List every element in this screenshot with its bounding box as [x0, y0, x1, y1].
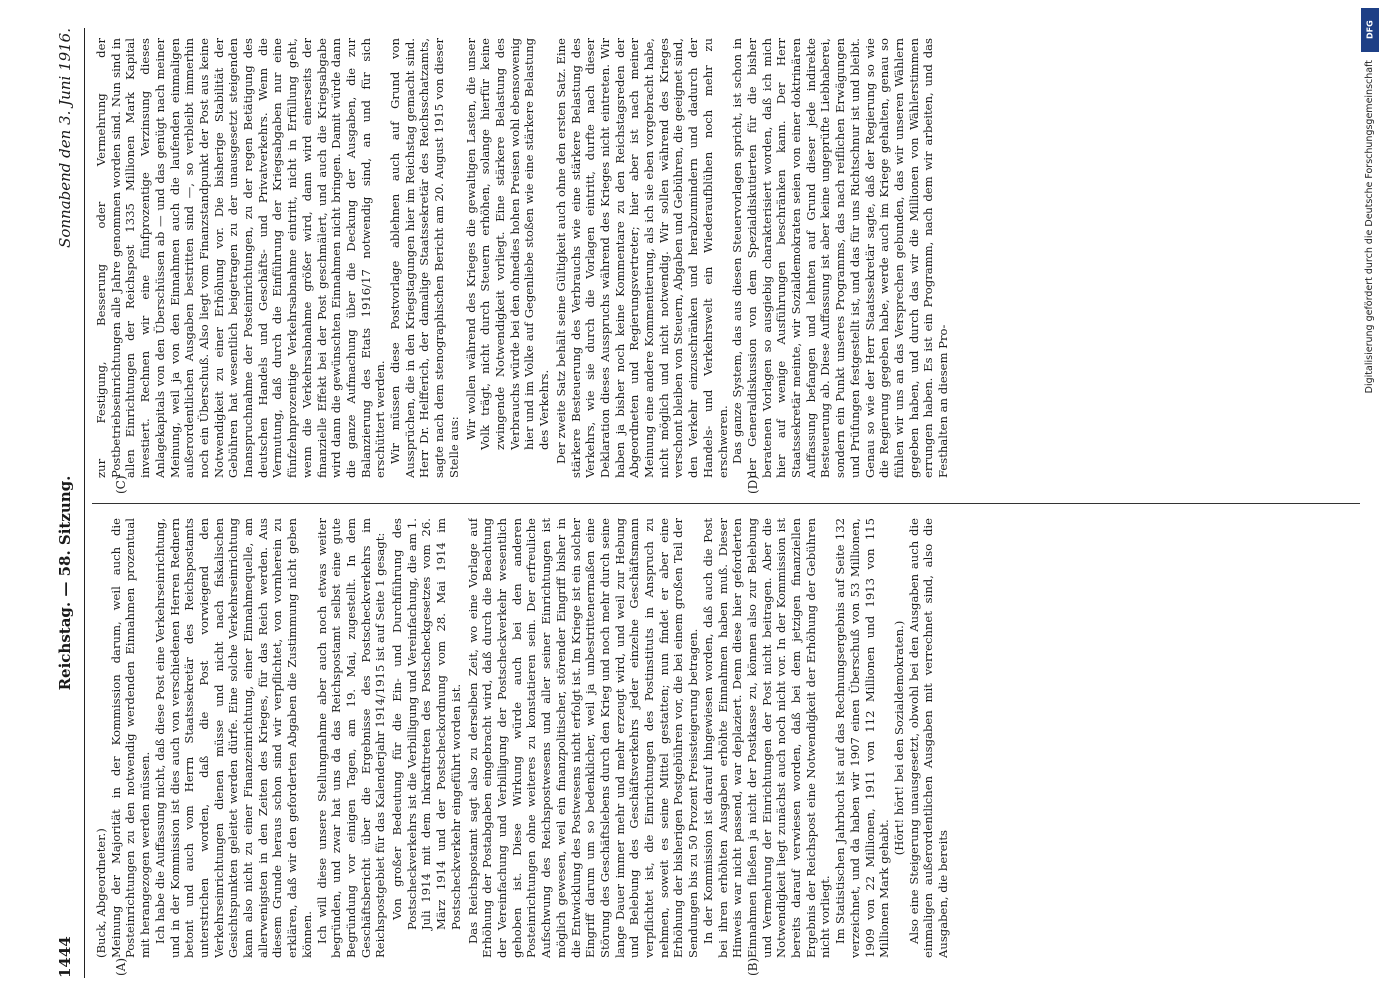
paragraph: Wir müssen diese Postvorlage ablehnen auch auf Grund von Aussprüchen, die in den Kriegstagungen hier im Reichstag gemacht sind. Herr Dr. Helfferich, der damalige Staatssekretär des Reichsschatzamts, sagte nach dem stenographischen Bericht am 20. August 1915 von dieser Stelle aus: — [388, 38, 461, 478]
running-head — [56, 28, 82, 978]
paragraph: (Buck, Abgeordneter.) — [94, 828, 108, 958]
page-title: Reichstag. — 58. Sitzung. — [56, 475, 74, 691]
paragraph: Ich will diese unsere Stellungnahme aber auch noch etwas weiter begründen, und zwar hat uns da das Reichspostamt selbst eine gute Begründung vor einigen Tagen, am 19. Mai, zugestellt. In dem Geschäftsbericht über die Ergebnisse des Postscheckverkehrs im Reichspostgebiet für das Kalenderjahr 1914/1915 ist auf Seite 1 gesagt: — [314, 518, 388, 958]
paragraph: Meinung der Majorität in der Kommission darum, weil auch die Posteinrichtungen zu den notwendig werdenden Einnahmen prozentual mit herangezogen werden müssen. — [108, 518, 153, 958]
paragraph: Wir wollen während des Krieges die gewaltigen Lasten, die unser Volk trägt, nicht durch Steuern erhöhen, solange hierfür keine zwingende Notwendigkeit vorliegt. Eine stärkere Belastung des Verbrauchs würde bei den ohnedies hohen Preisen wohl ebensowenig hier und im Volke auf Gegenliebe stoßen wie eine stärkere Belastung des Verkehrs. — [463, 38, 552, 450]
paragraph: Das ganze System, das aus diesen Steuervorlagen spricht, ist schon in der Generaldiskussion von dem Spezialdiskutierten für die bisher beratenen Vorlagen so ausgiebig charakterisiert worden, daß ich mich hier auf wenige Ausführungen beschränken kann. Der Herr Staatssekretär meinte, wir Sozialdemokraten seien von einer doktrinären Auffassung befangen und lehnten auf Grund dieser jede indirekte Besteuerung ab. Diese Auffassung ist aber keine ungeprüfte Liebhaberei, sondern ein Punkt unseres Programms, das nach reiflichen Erwägungen und Prüfungen festgestellt ist, und das für uns Richtschnur ist und bleibt. Genau so wie der Herr Staatssekretär sagte, daß der Regierung so wie die Regierung gegeben habe, werde auch im Kriege gehalten, genau so fühlen wir uns an das Versprechen gebunden, das wir unseren Wählern gegeben haben, und durch das wir die Millionen von Wählerstimmen errungen haben. Es ist ein Programm, nach dem wir arbeiten, und das Festhalten an diesem Pro- — [730, 38, 951, 478]
paragraph: Im Statistischen Jahrbuch ist auf das Rechnungsergebnis auf Seite 132 verzeichnet, und da haben wir 1907 einen Überschuß von 53 Millionen, 1909 von 22 Millionen, 1911 von 112 Millionen und 1913 von 115 Millionen Mark gehabt. — [833, 518, 892, 958]
paragraph: Ich habe die Auffassung nicht, daß diese Post eine Verkehrseinrichtung, und in der Kommission ist dies auch von verschiedenen Herren Rednern betont und auch vom Herrn Staatssekretär des Reichspostamts unterstrichen worden, daß die Post vorwiegend den Verkehrseinrichtungen dienen müsse und nicht nach fiskalischen Gesichtspunkten geleitet werden dürfe. Eine solche Verkehrseinrichtung kann also nicht zu einer Finanzeinrichtung, einer Einnahmequelle, am allerwenigsten in den Zeiten des Krieges, für das Reich werden. Aus diesem Grunde heraus schon sind wir verpflichtet, von vornherein zu erklären, daß wir den geforderten Abgaben die Zustimmung nicht geben können. — [152, 518, 314, 958]
session-date: Sonnabend den 3. Juni 1916. — [56, 28, 74, 248]
left-column — [94, 518, 1359, 958]
header-rule — [84, 28, 85, 978]
rotated-page — [56, 28, 1366, 978]
dfg-logo: DFG — [1361, 8, 1379, 52]
paragraph: In der Kommission ist darauf hingewiesen worden, daß auch die Post bei ihren erhöhten Ausgaben erhöhte Einnahmen haben muß. Dieser Hinweis war nicht passend, war deplaziert. Denn diese hier geforderten Einnahmen fließen ja nicht der Postkasse zu, können also zur Belebung und Vermehrung der Einrichtungen der Post nicht beitragen. Aber die Notwendigkeit liegt zunächst auch noch nicht vor. In der Kommission ist bereits darauf verwiesen worden, daß bei dem jetzigen finanziellen Ergebnis der Reichspost eine Notwendigkeit der Erhöhung der Gebühren nicht vorliegt. — [700, 518, 833, 958]
digitization-credit: Digitalisierung gefördert durch die Deutsche Forschungsgemeinschaft — [1364, 60, 1375, 394]
margin-letter-b: (B) — [746, 957, 760, 976]
page-number: 1444 — [56, 936, 74, 978]
paragraph: Also eine Steigerung unausgesetzt, obwohl bei den Ausgaben auch die einmaligen außerordentlichen Ausgaben mit verrechnet sind, also die Ausgaben, die bereits — [906, 518, 951, 958]
margin-letter-c: (C) — [114, 475, 128, 494]
paragraph: Von großer Bedeutung für die Ein- und Durchführung des Postscheckverkehrs ist die Verbilligung und Vereinfachung, die am 1. Juli 1914 mit dem Inkrafttreten des Postscheckgesetzes vom 26. März 1914 und der Postscheckordnung vom 28. Mai 1914 im Postscheckverkehr eingeführt worden ist. — [390, 518, 463, 930]
paragraph: Das Reichspostamt sagt also zu derselben Zeit, wo eine Vorlage auf Erhöhung der Postabgaben eingebracht wird, daß durch die Beachtung der Vereinfachung und Verbilligung der Postscheckverkehr wesentlich gehoben ist. Diese Wirkung würde auch bei den anderen Posteinrichtungen ohne weiteres zu konstatieren sein. Der erfreuliche Aufschwung des Reichspostwesens und aller seiner Einrichtungen ist möglich gewesen, weil ein finanzpolitischer, störender Eingriff bisher in die Entwicklung des Postwesens nicht erfolgt ist. Im Kriege ist ein solcher Eingriff darum um so bedenklicher, weil ja unbestrittenermaßen eine Störung des Geschäftslebens durch den Krieg und noch mehr durch seine lange Dauer immer mehr und mehr erzeugt wird, und weil zur Hebung und Belebung des Geschäftsverkehrs jeder einzelne Geschäftsmann verpflichtet ist, die Einrichtungen des Postinstituts in Anspruch zu nehmen, soweit es seine Mittel gestatten; nun findet er aber eine Erhöhung der bisherigen Postgebühren vor, die bei einem großen Teil der Sendungen bis zu 50 Prozent Preissteigerung betragen. — [465, 518, 701, 958]
paragraph: (Hört! hört! bei den Sozialdemokraten.) — [891, 620, 906, 856]
margin-letter-a: (A) — [114, 957, 128, 976]
paragraph: zur Festigung, Besserung oder Vermehrung der Postbetriebseinrichtungen alle Jahre genommen worden sind. Nun sind in allen Einrichtungen der Reichspost 1335 Millionen Mark Kapital investiert. Rechnen wir eine fünfprozentige Verzinsung dieses Anlagekapitals von den Überschüssen ab — und das genügt nach meiner Meinung, weil ja von den Einnahmen auch die laufenden einmaligen außerordentlichen Ausgaben bestritten sind —, so verbleibt immerhin noch ein Überschuß. Also liegt vom Finanzstandpunkt der Post aus keine Notwendigkeit zu einer Erhöhung vor. Die bisherige Stabilität der Gebühren hat wesentlich beigetragen zu der unausgesetzt steigenden Inanspruchnahme der Posteinrichtungen, zu der regen Betätigung des deutschen Handels und Geschäfts- und Privatverkehrs. Wenn die Vermutung, daß durch die Einführung der Kriegsabgaben nur eine fünfzehnprozentige Verkehrsabnahme eintritt, nicht in Erfüllung geht, wenn die Verkehrsabnahme größer wird, dann wird einerseits der finanzielle Effekt bei der Post geschmälert, und auch die Kriegsabgabe wird dann die gewünschten Einnahmen nicht bringen. Damit würde dann die ganze Aufmachung über die Deckung der Ausgaben, die zur Balanzierung des Etats 1916/17 notwendig sind, an und für sich erschüttert werden. — [94, 38, 388, 478]
margin-letter-d: (D) — [746, 475, 760, 494]
column-divider — [92, 503, 1360, 504]
paragraph: Der zweite Satz behält seine Gültigkeit auch ohne den ersten Satz. Eine stärkere Besteuerung des Verbrauchs wie eine stärkere Belastung des Verkehrs, wie sie durch die Vorlagen eintritt, durfte nach dieser Deklaration dieses Ausspruchs während des Krieges nicht eintreten. Wir haben ja bisher noch keine Kommentare zu den Reichstagsreden der Abgeordneten und Regierungsvertreter; hier aber ist nach meiner Meinung eine andere Kommentierung, als ich sie eben vorgebracht habe, nicht möglich und nicht notwendig. Wir sollen während des Krieges verschont bleiben von Steuern, Abgaben und Gebühren, die geeignet sind, den Verkehr einzuschränken und herabzumindern und dadurch der Handels- und Verkehrswelt ein Wiederaufblühen noch mehr zu erschweren. — [553, 38, 730, 478]
right-column — [94, 38, 1359, 478]
